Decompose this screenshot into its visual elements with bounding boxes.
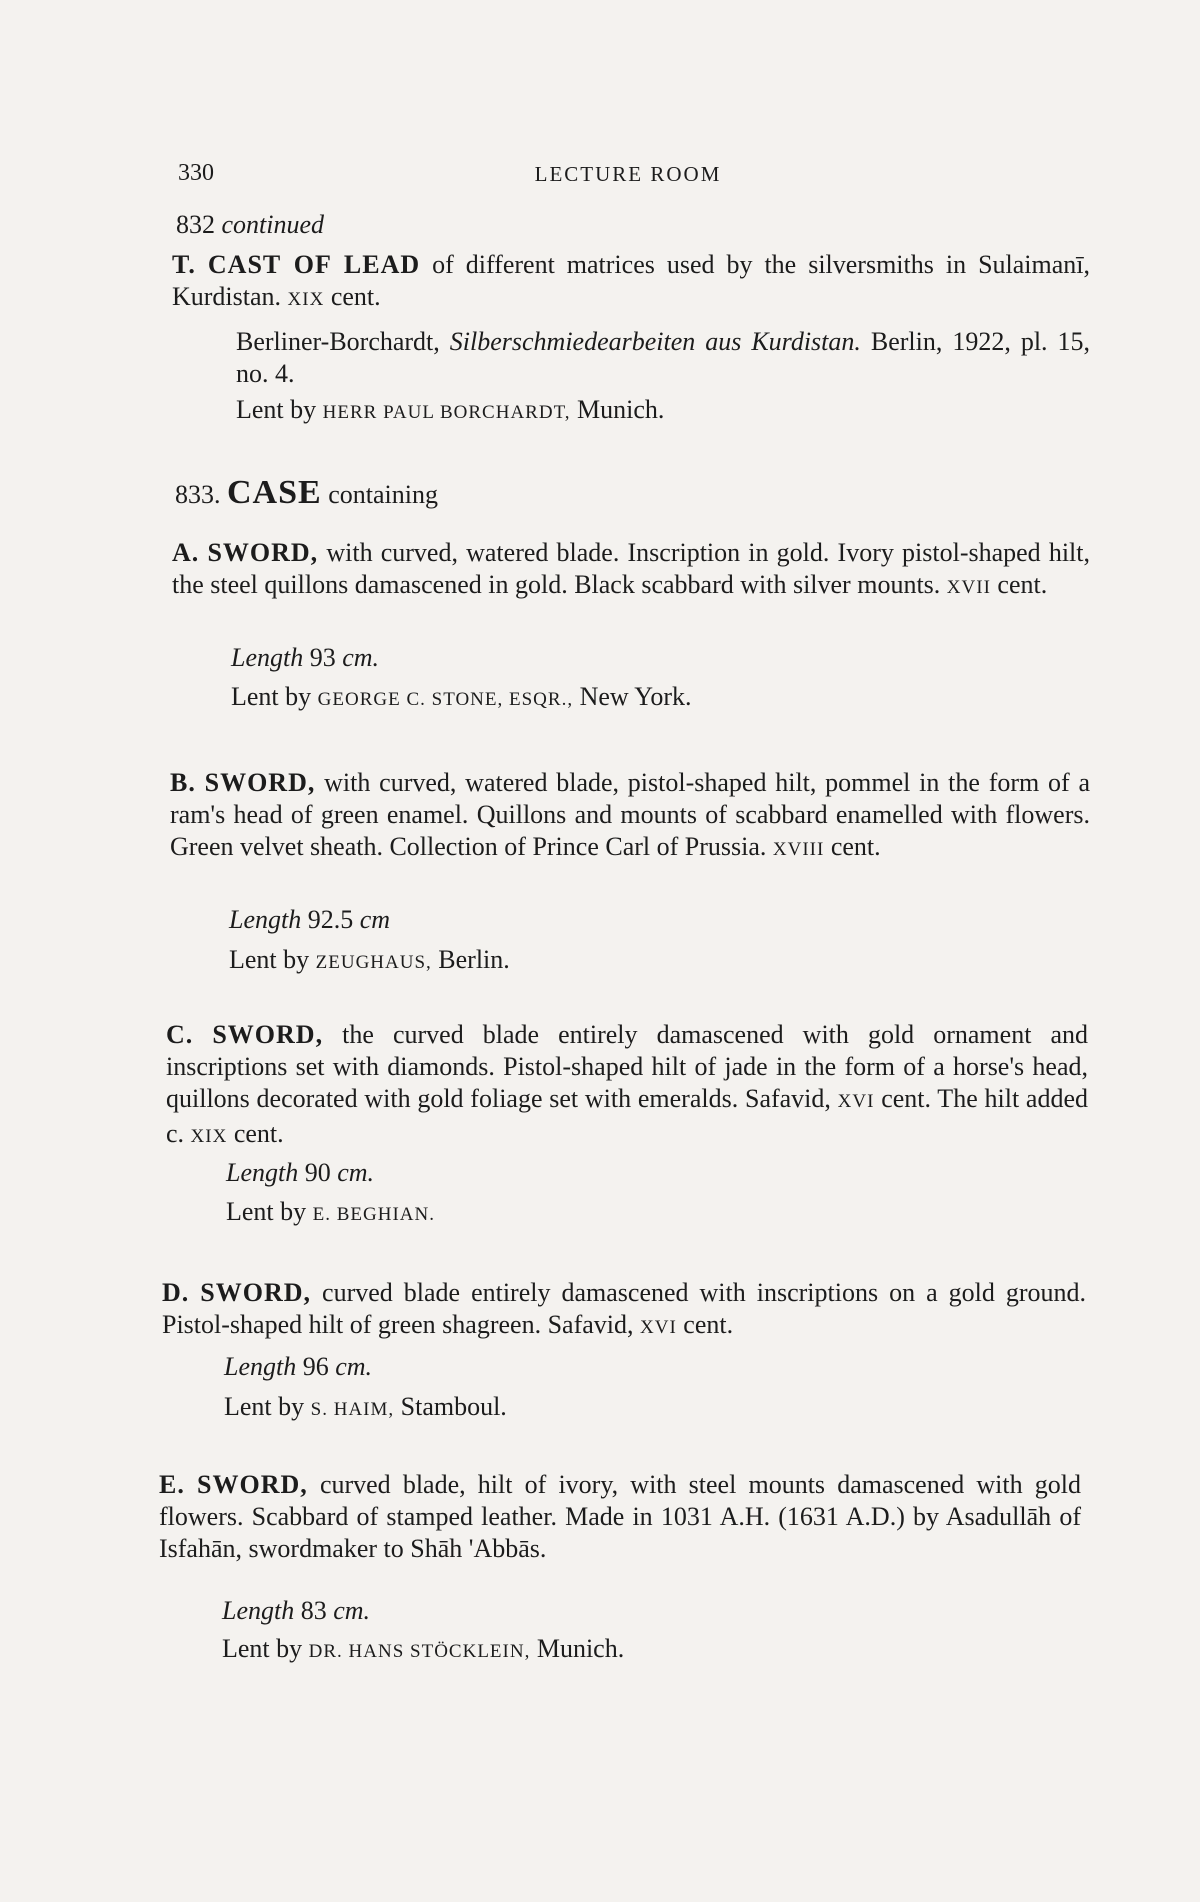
entry-letter: B. [170, 768, 196, 797]
lent-prefix: Lent by [224, 1392, 305, 1421]
century: XIX [287, 289, 325, 310]
entry-title: CAST OF LEAD [207, 250, 421, 279]
lender-name: DR. HANS STÖCKLEIN, [308, 1641, 531, 1662]
length-label: Length [222, 1596, 295, 1625]
entry-c-lender [226, 1196, 435, 1231]
length-value: 96 [302, 1352, 329, 1381]
entry-title: SWORD, [200, 1278, 312, 1307]
entry-letter: E. [159, 1470, 185, 1499]
century-2-tail: cent. [233, 1119, 284, 1148]
length-value: 83 [300, 1596, 327, 1625]
entry-t-reference [236, 326, 1090, 390]
length-unit: cm. [333, 1596, 371, 1625]
entry-b-lender [229, 944, 510, 979]
entry-e [159, 1469, 1081, 1565]
century: XVIII [772, 839, 825, 860]
lender-name: ZEUGHAUS, [315, 952, 432, 973]
lender-place: Stamboul. [400, 1392, 507, 1421]
length-unit: cm. [342, 643, 380, 672]
entry-letter: C. [166, 1020, 194, 1049]
century-tail: cent. [330, 282, 381, 311]
lender-name: S. HAIM, [310, 1399, 395, 1420]
case-title: CASE [227, 474, 322, 511]
entry-text: curved blade, hilt of ivory, with steel mounts damascened with gold flowers. Scabbard of stamped leather. Made in 1031 A.H. (1631 A.D.) by Asadullāh of Isfahān, swordmaker to Shāh 'Abbās. [159, 1470, 1082, 1563]
entry-text: the curved blade entirely damascened with gold ornament and inscriptions set with diamonds. Pistol-shaped hilt of jade in the form of a horse's head, quillons decorated with gold foliage set with emeralds. Safavid, [166, 1020, 1089, 1113]
century: XVI [640, 1317, 677, 1338]
lender-place: Munich. [536, 1634, 625, 1663]
entry-letter: A. [172, 538, 200, 567]
lender-name: GEORGE C. STONE, ESQR., [317, 689, 574, 710]
reference-author: Berliner-Borchardt, [236, 327, 440, 356]
length-label: Length [231, 643, 304, 672]
lender-place: Munich. [577, 395, 665, 424]
continued-heading [176, 209, 324, 241]
entry-letter: D. [162, 1278, 190, 1307]
entry-c [166, 1019, 1088, 1153]
entry-a-length [231, 642, 379, 674]
lent-prefix: Lent by [226, 1197, 307, 1226]
length-value: 92.5 [307, 905, 354, 934]
entry-title: SWORD, [197, 1470, 308, 1499]
length-unit: cm [359, 905, 391, 934]
entry-text: curved blade entirely damascened with inscriptions on a gold ground. Pistol-shaped hilt of green shagreen. Safavid, [162, 1278, 1086, 1339]
length-unit: cm. [337, 1158, 375, 1187]
entry-d [162, 1277, 1086, 1344]
century-tail: cent. [830, 832, 881, 861]
entry-title: SWORD, [207, 538, 319, 567]
entry-a-lender [231, 681, 692, 716]
length-label: Length [226, 1158, 299, 1187]
lender-name: E. BEGHIAN. [312, 1204, 436, 1225]
century: XVI [837, 1091, 875, 1112]
entry-e-lender [222, 1633, 624, 1668]
continued-label: continued [221, 210, 325, 239]
entry-b [170, 767, 1090, 866]
length-value: 90 [304, 1158, 331, 1187]
reference-tail: Berlin, 1922, pl. 15, no. 4. [236, 327, 1091, 388]
lender-place: New York. [579, 682, 692, 711]
entry-c-length [226, 1157, 374, 1189]
reference-title: Silberschmiedearbeiten aus Kurdistan. [449, 327, 861, 356]
page-header [172, 160, 1084, 190]
lender-name: HERR PAUL BORCHARDT, [322, 402, 571, 423]
page-number: 330 [178, 160, 214, 186]
case-number: 833. [175, 480, 221, 509]
entry-a [172, 537, 1090, 604]
century-2: XIX [190, 1126, 228, 1147]
entry-d-length [224, 1351, 372, 1383]
continued-number: 832 [176, 210, 215, 239]
length-label: Length [224, 1352, 297, 1381]
length-value: 93 [309, 643, 336, 672]
case-heading [175, 474, 438, 511]
length-label: Length [229, 905, 302, 934]
lender-place: Berlin. [438, 945, 510, 974]
entry-text: with curved, watered blade, pistol-shaped hilt, pommel in the form of a ram's head of green enamel. Quillons and mounts of scabbard enamelled with flowers. Green velvet sheath. Collection of Prince Carl of Prussia. [170, 768, 1091, 861]
entry-letter: T. [172, 250, 196, 279]
entry-text: with curved, watered blade. Inscription in gold. Ivory pistol-shaped hilt, the steel quillons damascened in gold. Black scabbard with silver mounts. [172, 538, 1090, 599]
entry-d-lender [224, 1391, 507, 1426]
entry-title: SWORD, [212, 1020, 324, 1049]
lent-prefix: Lent by [229, 945, 310, 974]
entry-text: of different matrices used by the silversmiths in Sulaimanī, Kurdistan. [172, 250, 1090, 311]
lent-prefix: Lent by [231, 682, 312, 711]
century: XVII [946, 577, 991, 598]
entry-title: SWORD, [204, 768, 316, 797]
length-unit: cm. [335, 1352, 373, 1381]
entry-t-lender [236, 394, 664, 429]
case-suffix: containing [328, 480, 438, 509]
entry-t [172, 249, 1090, 316]
entry-e-length [222, 1595, 370, 1627]
century-tail: cent. The hilt added c. [166, 1084, 1089, 1148]
lent-prefix: Lent by [236, 395, 317, 424]
entry-b-length [229, 904, 390, 936]
lent-prefix: Lent by [222, 1634, 303, 1663]
century-tail: cent. [997, 570, 1048, 599]
running-head: LECTURE ROOM [534, 162, 722, 186]
century-tail: cent. [683, 1310, 734, 1339]
